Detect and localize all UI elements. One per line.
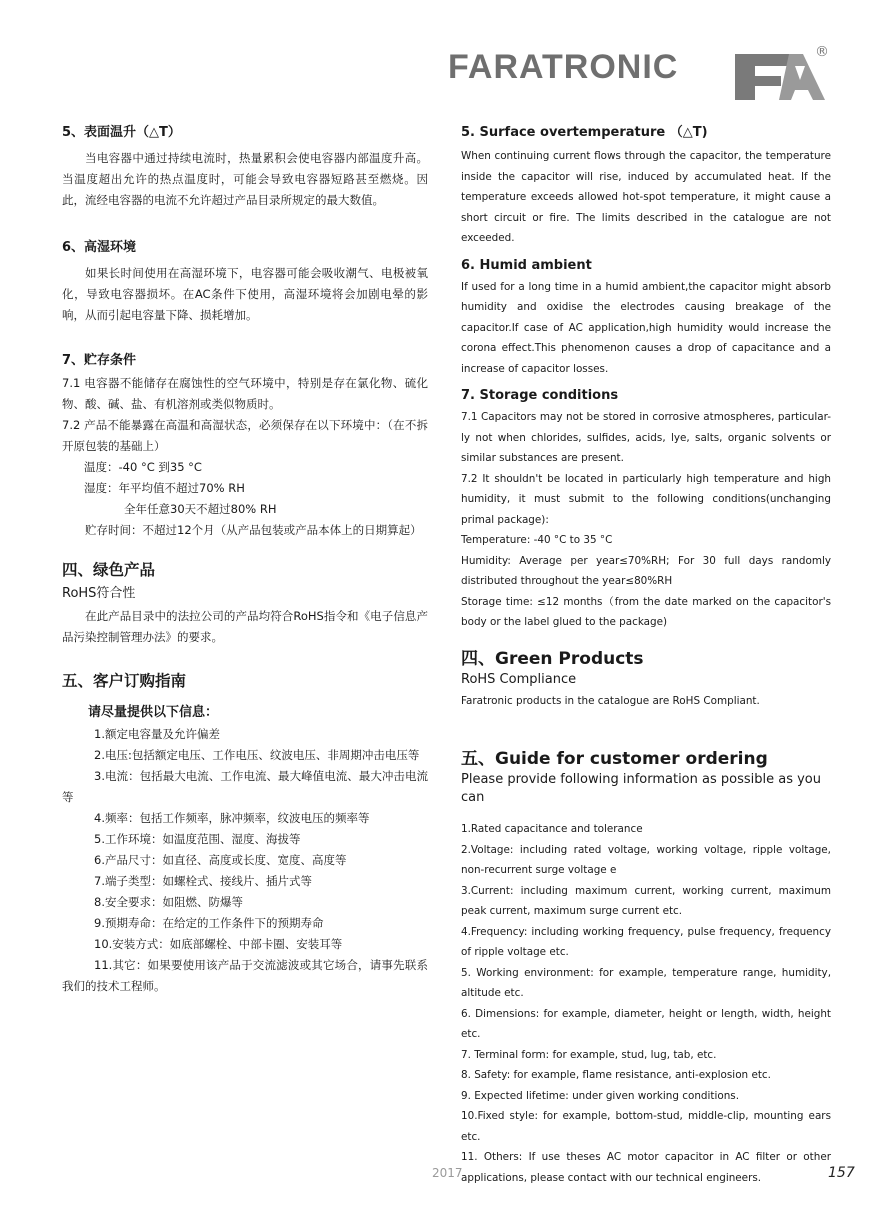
cn-humidity: 湿度：年平均值不超过70% RH bbox=[84, 481, 245, 495]
chinese-column bbox=[62, 118, 428, 997]
list-item: 7.端子类型：如螺栓式、接线片、插片式等 bbox=[94, 874, 312, 888]
list-item: 6. Dimensions: for example, diameter, height or length, width, height etc. bbox=[461, 1007, 831, 1040]
en-guide-subtitle: Please provide following information as possible as you can bbox=[461, 772, 821, 805]
footer-year: 2017 bbox=[432, 1166, 463, 1180]
en-section6-body: If used for a long time in a humid ambient,the capacitor might absorb humidity and oxidise the electrodes causing breakage of the capacitor.If case of AC application,high humidity would increase the corona effect.This phenomenon causes a drop of capacitance and a increase of capacitor losses. bbox=[461, 280, 831, 375]
en-green-title: 四、Green Products bbox=[461, 648, 644, 669]
cn-storage-time: 贮存时间：不超过12个月（从产品包装或产品本体上的日期算起） bbox=[85, 523, 422, 537]
cn-guide-subtitle: 请尽量提供以下信息： bbox=[88, 705, 219, 720]
cn-section5-body: 当电容器中通过持续电流时，热量累积会使电容器内部温度升高。当温度超出允许的热点温度时，可能会导致电容器短路甚至燃烧。因此，流经电容器的电流不允许超过产品目录所规定的最大数值。 bbox=[62, 151, 428, 207]
list-item: 7. Terminal form: for example, stud, lug, tab, etc. bbox=[461, 1048, 717, 1061]
list-item: 9. Expected lifetime: under given working conditions. bbox=[461, 1089, 740, 1102]
en-section7-1: 7.1 Capacitors may not be stored in corrosive atmospheres, particular-ly not when chlorides, sulfides, acids, lye, salts, organic solvents or similar substances are present. bbox=[461, 411, 831, 464]
en-section7-2: 7.2 It shouldn't be located in particularly high temperature and high humidity, it must submit to the following conditions(unchanging primal package): bbox=[461, 472, 831, 526]
list-item: 5.工作环境：如温度范围、湿度、海拔等 bbox=[94, 832, 301, 846]
list-item: 2.电压:包括额定电压、工作电压、纹波电压、非周期冲击电压等 bbox=[94, 748, 420, 762]
cn-section6-title: 6、高湿环境 bbox=[62, 240, 137, 255]
list-item: 10.安装方式：如底部螺栓、中部卡圈、安装耳等 bbox=[94, 937, 343, 951]
cn-section7-title: 7、贮存条件 bbox=[62, 353, 137, 368]
list-item: 10.Fixed style: for example, bottom-stud, middle-clip, mounting ears etc. bbox=[461, 1110, 831, 1143]
english-column bbox=[461, 118, 831, 1188]
cn-green-title: 四、绿色产品 bbox=[62, 561, 156, 579]
list-item: 8.安全要求：如阻燃、防爆等 bbox=[94, 895, 243, 909]
en-temperature: Temperature: -40 °C to 35 °C bbox=[461, 534, 613, 546]
en-section6-title: 6. Humid ambient bbox=[461, 257, 592, 273]
list-item: 11.其它：如果要使用该产品于交流滤波或其它场合，请事先联系我们的技术工程师。 bbox=[62, 958, 428, 993]
en-storage-time: Storage time: ≤12 months（from the date marked on the capacitor's body or the label glued to the package) bbox=[461, 595, 831, 628]
cn-section7-1: 7.1 电容器不能储存在腐蚀性的空气环境中，特别是存在氯化物、硫化物、酸、碱、盐、有机溶剂或类似物质时。 bbox=[62, 376, 428, 411]
page-number: 157 bbox=[828, 1165, 855, 1181]
cn-rohs-title: RoHS符合性 bbox=[62, 586, 136, 601]
cn-guide-list bbox=[62, 724, 428, 997]
cn-section7-2: 7.2 产品不能暴露在高温和高湿状态，必须保存在以下环境中：（在不拆开原包装的基础上） bbox=[62, 418, 428, 453]
en-section5-title: 5. Surface overtemperature （△T) bbox=[461, 125, 708, 140]
cn-temperature: 温度：-40 °C 到35 °C bbox=[84, 460, 202, 474]
list-item: 6.产品尺寸：如直径、高度或长度、宽度、高度等 bbox=[94, 853, 347, 867]
en-rohs-body: Faratronic products in the catalogue are RoHS Compliant. bbox=[461, 694, 760, 707]
list-item: 1.额定电容量及允许偏差 bbox=[94, 727, 220, 741]
list-item: 1.Rated capacitance and tolerance bbox=[461, 823, 643, 835]
list-item: 9.预期寿命：在给定的工作条件下的预期寿命 bbox=[94, 916, 324, 930]
en-guide-list bbox=[461, 819, 831, 1188]
list-item: 5. Working environment: for example, temperature range, humidity, altitude etc. bbox=[461, 966, 831, 999]
list-item: 3.电流：包括最大电流、工作电流、最大峰值电流、最大冲击电流等 bbox=[62, 769, 428, 804]
list-item: 3.Current: including maximum current, working current, maximum peak current, maximum surge current etc. bbox=[461, 884, 831, 917]
en-section7-title: 7. Storage conditions bbox=[461, 388, 619, 403]
list-item: 11. Others: If use theses AC motor capacitor in AC filter or other applications, please contact with our technical engineers. bbox=[461, 1151, 831, 1184]
cn-section6-body: 如果长时间使用在高湿环境下，电容器可能会吸收潮气、电极被氧化，导致电容器损坏。在AC条件下使用，高湿环境将会加剧电晕的影响，从而引起电容量下降、损耗增加。 bbox=[62, 266, 428, 322]
en-rohs-title: RoHS Compliance bbox=[461, 671, 577, 687]
list-item: 4.频率：包括工作频率，脉冲频率，纹波电压的频率等 bbox=[94, 811, 370, 825]
en-guide-title: 五、Guide for customer ordering bbox=[461, 749, 768, 769]
cn-rohs-body: 在此产品目录中的法拉公司的产品均符合RoHS指令和《电子信息产品污染控制管理办法》的要求。 bbox=[62, 609, 428, 644]
registered-mark: ® bbox=[815, 44, 829, 60]
list-item: 2.Voltage: including rated voltage, working voltage, ripple voltage, non-recurrent surge voltage e bbox=[461, 843, 831, 876]
cn-humidity-30days: 全年任意30天不超过80% RH bbox=[124, 502, 277, 516]
en-section5-body: When continuing current flows through the capacitor, the temperature inside the capacitor will rise, induced by accumulated heat. If the temperature exceeds allowed hot-spot temperature, it might cause a short circuit or fire. The limits described in the catalogue are not exceeded. bbox=[461, 150, 831, 244]
brand-name: FARATRONIC bbox=[448, 48, 679, 86]
cn-section5-title: 5、表面温升（△T） bbox=[62, 125, 181, 140]
list-item: 4.Frequency: including working frequency, pulse frequency, frequency of ripple voltage etc. bbox=[461, 925, 831, 958]
cn-guide-title: 五、客户订购指南 bbox=[62, 672, 187, 690]
en-humidity: Humidity: Average per year≤70%RH; For 30 full days randomly distributed throughout the year≤80%RH bbox=[461, 554, 831, 587]
list-item: 8. Safety: for example, flame resistance, anti-explosion etc. bbox=[461, 1069, 771, 1081]
